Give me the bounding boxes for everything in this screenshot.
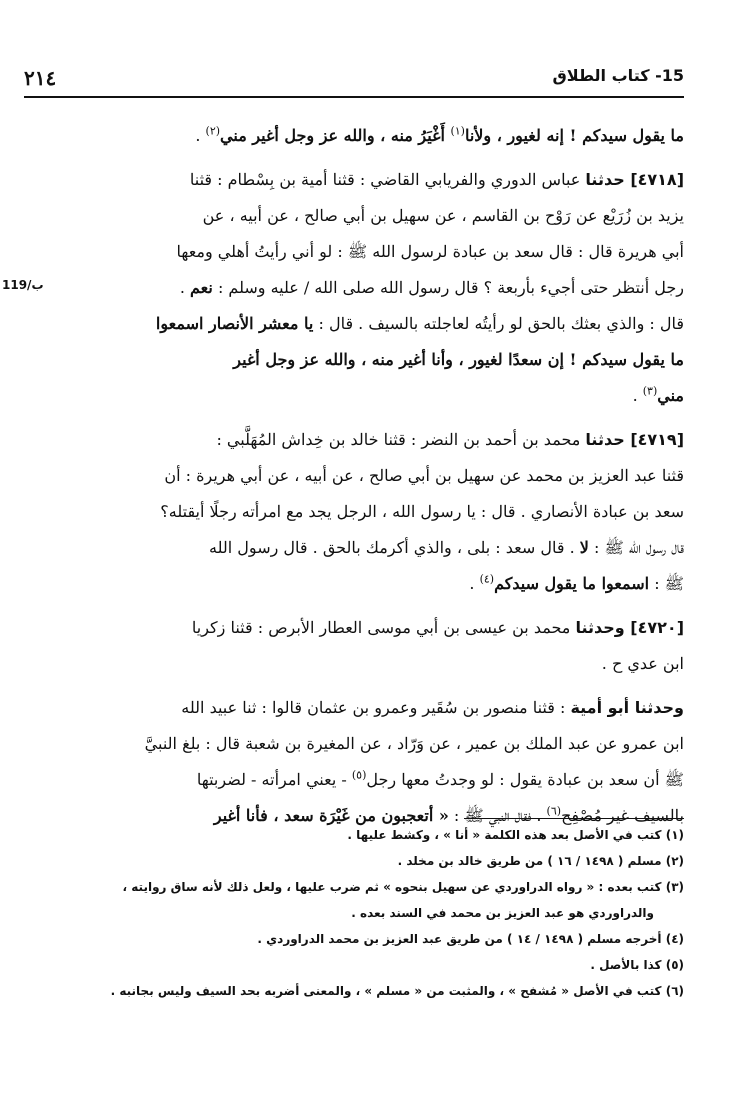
text-line	[24, 198, 684, 234]
paragraph-gap	[24, 682, 684, 690]
footnote: (٦) كتب في الأصل « مُشفح » ، والمثبت من « مسلم » ، والمعنى أضربه بحد السيف وليس بجانبه .	[110, 984, 684, 998]
footnote: والدراوردي هو عبد العزيز بن محمد في السند بعده .	[351, 906, 654, 920]
footnote: (٤) أخرجه مسلم ( ١٤٩٨ / ١٤ ) من طريق عبد العزيز بن محمد الدراوردي .	[257, 932, 684, 946]
text-line	[24, 762, 684, 798]
text-span: ابن عمرو عن عبد الملك بن عمير ، عن وَرّاد ، عن المغيرة بن شعبة قال : بلغ النبيَّ	[144, 734, 684, 753]
text-span: لا	[579, 538, 589, 557]
text-span: . قال سعد : بلى ، والذي أكرمك بالحق . قال رسول الله	[209, 538, 580, 557]
text-line	[24, 270, 684, 306]
footnote-ref: (٦)	[546, 804, 562, 818]
text-line	[24, 118, 684, 154]
text-span: قثنا عبد العزيز بن محمد عن سهيل بن أبي صالح ، عن أبيه ، عن أبي هريرة : أن	[164, 466, 684, 485]
text-span: قال : والذي بعثك بالحق لو رأيتُه لعاجلته بالسيف . قال :	[313, 314, 684, 333]
text-span: محمد بن عيسى بن أبي موسى العطار الأبرص : قثنا زكريا	[191, 618, 576, 637]
footnote: (٣) كتب بعده : « رواه الدراوردي عن سهيل بنحوه » ثم ضرب عليها ، ولعل ذلك لأنه ساق روايته ،	[122, 880, 684, 894]
footnote: (٥) كذا بالأصل .	[590, 958, 684, 972]
footnote-divider	[464, 818, 684, 819]
text-line	[24, 690, 684, 726]
text-span: .	[632, 386, 643, 405]
footnote-ref: (٥)	[351, 768, 367, 782]
text-span: بالسيف غير مُصْفِح	[561, 806, 684, 825]
text-line	[24, 646, 684, 682]
text-span: ما يقول سيدكم ! إن سعدًا لغيور ، وأنا أغير منه ، والله عز وجل أغير	[233, 350, 684, 369]
text-span: : قثنا منصور بن سُقَير وعمرو بن عثمان قالوا : ثنا عبيد الله	[181, 698, 571, 717]
text-line	[24, 494, 684, 530]
text-line	[24, 378, 684, 414]
text-span: « أتعجبون من غَيْرَة سعد ، فأنا أغير	[213, 806, 449, 825]
text-span: .	[469, 574, 480, 593]
text-span: .	[195, 126, 206, 145]
footnote: (٢) مسلم ( ١٤٩٨ / ١٦ ) من طريق خالد بن مخلد .	[397, 854, 684, 868]
hadith-heading: [٤٧٢٠] وحدثنا	[575, 618, 684, 637]
footnote-ref: (١)	[450, 124, 465, 138]
text-span: ما يقول سيدكم ! إنه لغيور ، ولأنا	[464, 126, 684, 145]
text-span: أبي هريرة قال : قال سعد بن عبادة لرسول الله ﷺ : لو أني رأيتُ أهلي ومعها	[176, 242, 684, 261]
text-span: نعم	[190, 278, 213, 297]
text-span: مني	[657, 386, 684, 405]
hadith-heading: [٤٧١٩] حدثنا	[585, 430, 684, 449]
paragraph-gap	[24, 154, 684, 162]
page-header	[24, 66, 684, 98]
text-line	[24, 306, 684, 342]
hadith-text-body	[24, 118, 684, 834]
text-span: رجل أنتظر حتى أجيء بأربعة ؟ قال رسول الله صلى الله / عليه وسلم :	[212, 278, 684, 297]
text-line	[24, 162, 684, 198]
text-line	[24, 610, 684, 646]
text-span: ﷺ أن سعد بن عبادة يقول : لو وجدتُ معها رجل	[366, 770, 684, 789]
page-number: ٢١٤	[24, 66, 57, 90]
text-span: ﷺ :	[649, 574, 684, 593]
text-span: عباس الدوري والفريابي القاضي : قثنا أمية بن بِسْطام : قثنا	[189, 170, 586, 189]
paragraph-gap	[24, 414, 684, 422]
text-line	[24, 530, 684, 566]
text-span: اسمعوا ما يقول سيدكم	[494, 574, 650, 593]
text-line	[24, 422, 684, 458]
footnote: (١) كتب في الأصل بعد هذه الكلمة « أنا » ، وكشط عليها .	[347, 828, 684, 842]
book-title: 15- كتاب الطلاق	[552, 66, 684, 85]
text-span: . فقال النبي ﷺ :	[448, 806, 547, 825]
text-line	[24, 458, 684, 494]
footnote-ref: (٣)	[642, 384, 658, 398]
text-span: - يعني امرأته - لضربتها	[196, 770, 352, 789]
text-span: قال رسول الله ﷺ :	[588, 538, 684, 557]
text-span: سعد بن عبادة الأنصاري . قال : يا رسول الله ، الرجل يجد مع امرأته رجلًا أيقتله؟	[160, 502, 684, 521]
margin-folio-note: 119/ب	[2, 278, 44, 292]
footnotes	[24, 822, 684, 1004]
footnote-ref: (٢)	[205, 124, 221, 138]
text-span: ابن عدي ح .	[601, 654, 684, 673]
text-span: أَغْيَرُ منه ، والله عز وجل أغير مني	[220, 126, 451, 145]
hadith-heading: [٤٧١٨] حدثنا	[585, 170, 684, 189]
text-line	[24, 726, 684, 762]
text-line	[24, 234, 684, 270]
paragraph-gap	[24, 602, 684, 610]
text-span: يزيد بن زُرَيْع عن رَوْح بن القاسم ، عن سهيل بن أبي صالح ، عن أبيه ، عن	[202, 206, 684, 225]
text-span: يا معشر الأنصار اسمعوا	[155, 314, 314, 333]
text-line	[24, 342, 684, 378]
footnote-ref: (٤)	[479, 572, 495, 586]
hadith-heading: وحدثنا أبو أمية	[570, 698, 684, 717]
text-span: محمد بن أحمد بن النضر : قثنا خالد بن خِداش المُهَلَّبي :	[216, 430, 586, 449]
text-span: .	[179, 278, 191, 297]
text-line	[24, 566, 684, 602]
